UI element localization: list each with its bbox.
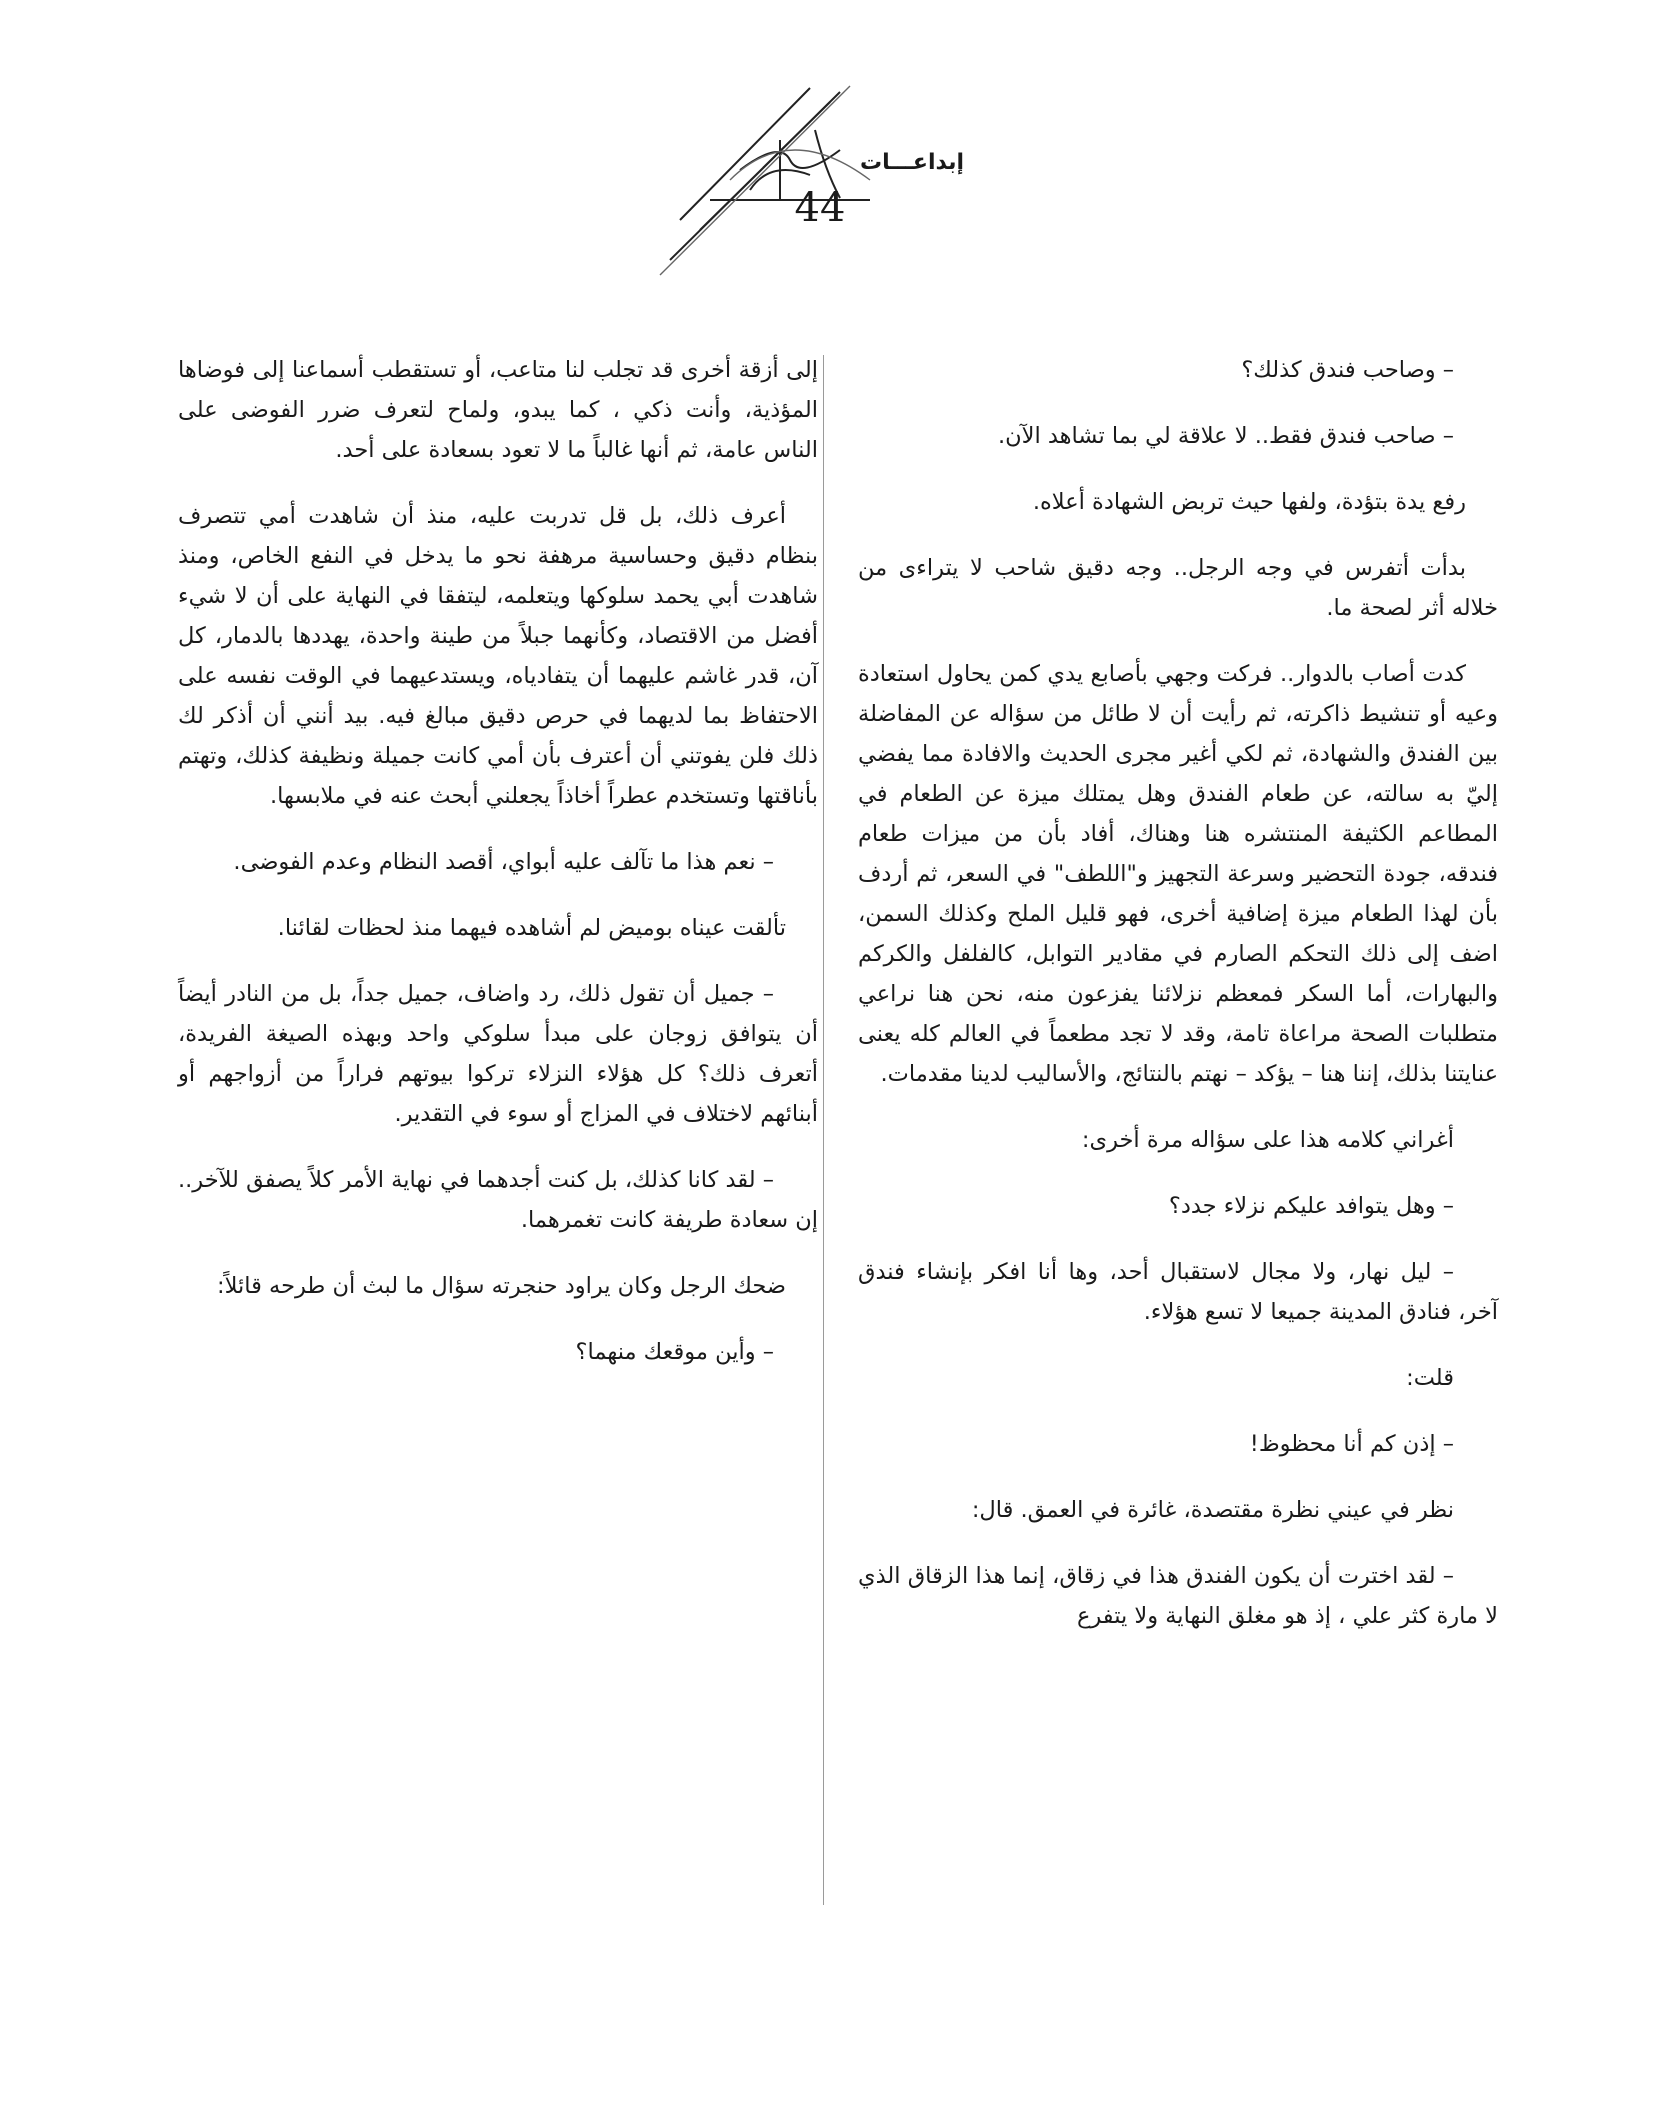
paragraph: ضحك الرجل وكان يراود حنجرته سؤال ما لبث أن طرحه قائلاً: xyxy=(217,1273,786,1299)
paragraph: – وهل يتوافد عليكم نزلاء جدد؟ xyxy=(1168,1193,1454,1219)
right-column xyxy=(858,350,1498,1662)
paragraph: قلت: xyxy=(1406,1365,1454,1391)
left-column xyxy=(178,350,818,1398)
paragraph: أعرف ذلك، بل قل تدربت عليه، منذ أن شاهدت أمي تتصرف بنظام دقيق وحساسية مرهفة نحو ما يدخل في النفع الخاص، ومنذ شاهدت أبي يحمد سلوكها ويتعلمه، ليتفقا في النهاية على أن لا شيء أفضل من الاقتصاد، وكأنهما جبلاً من طينة واحدة، يهددها بالدمار، كل آن، قدر غاشم عليهما أن يتفادياه، ويستدعيهما في الوقت نفسه على الاحتفاظ بما لديهما في حرص دقيق مبالغ فيه. بيد أنني أن أذكر لك ذلك فلن يفوتني أن أعترف بأن أمي كانت جميلة ونظيفة كذلك، وتهتم بأناقتها وتستخدم عطراً أخاذاً يجعلني أبحث عنه في ملابسها. xyxy=(178,503,818,809)
paragraph: – لقد اخترت أن يكون الفندق هذا في زقاق، إنما هذا الزقاق الذي لا مارة كثر علي ، إذ هو مغلق النهاية ولا يتفرع xyxy=(858,1563,1498,1629)
page-number: 44 xyxy=(794,185,846,231)
section-label: إبداعـــات xyxy=(860,150,965,175)
paragraph: – وأين موقعك منهما؟ xyxy=(575,1339,774,1365)
paragraph: إلى أزقة أخرى قد تجلب لنا متاعب، أو تستقطب أسماعنا إلى فوضاها المؤذية، وأنت ذكي ، كما يبدو، ولماح لتعرف ضرر الفوضى على الناس عامة، ثم أنها غالباً ما لا تعود بسعادة على أحد. xyxy=(178,357,818,463)
page-header xyxy=(0,80,1654,280)
paragraph: – إذن كم أنا محظوظ! xyxy=(1249,1431,1454,1457)
paragraph: – وصاحب فندق كذلك؟ xyxy=(1241,357,1454,383)
column-divider xyxy=(823,355,824,1905)
afkar-logo xyxy=(640,80,980,280)
paragraph: – جميل أن تقول ذلك، رد واضاف، جميل جداً، بل من النادر أيضاً أن يتوافق زوجان على مبدأ سلوكي واحد وبهذه الصيغة الفريدة، أتعرف ذلك؟ كل هؤلاء النزلاء تركوا بيوتهم فراراً من أزواجهم أو أبنائهم لاختلاف في المزاج أو سوء في التقدير. xyxy=(178,981,818,1127)
paragraph: – نعم هذا ما تآلف عليه أبواي، أقصد النظام وعدم الفوضى. xyxy=(233,849,774,875)
paragraph: كدت أصاب بالدوار.. فركت وجهي بأصابع يدي كمن يحاول استعادة وعيه أو تنشيط ذاكرته، ثم رأيت أن لا طائل من سؤاله عن المفاضلة بين الفندق والشهادة، ثم لكي أغير مجرى الحديث والافادة مما يفضي إليّ به سالته، عن طعام الفندق وهل يمتلك ميزة عن الطعام في المطاعم الكثيفة المنتشره هنا وهناك، أفاد بأن من ميزات طعام فندقه، جودة التحضير وسرعة التجهيز و"اللطف" في السعر، ثم أردف بأن لهذا الطعام ميزة إضافية أخرى، فهو قليل الملح وكذلك السمن، اضف إلى ذلك التحكم الصارم في مقادير التوابل، كالفلفل والكركم والبهارات، أما السكر فمعظم نزلائنا يفزعون منه، نحن هنا نراعي متطلبات الصحة مراعاة تامة، وقد لا تجد مطعماً في العالم كله يعنى عنايتنا بذلك، إننا هنا – يؤكد – نهتم بالنتائج، والأساليب لدينا مقدمات. xyxy=(858,661,1498,1087)
paragraph: أغراني كلامه هذا على سؤاله مرة أخرى: xyxy=(1081,1127,1454,1153)
paragraph: بدأت أتفرس في وجه الرجل.. وجه دقيق شاحب لا يتراءى من خلاله أثر لصحة ما. xyxy=(858,555,1498,621)
paragraph: نظر في عيني نظرة مقتصدة، غائرة في العمق. قال: xyxy=(971,1497,1454,1523)
paragraph: – صاحب فندق فقط.. لا علاقة لي بما تشاهد الآن. xyxy=(997,423,1454,449)
paragraph: رفع يدة بتؤدة، ولفها حيث تربض الشهادة أعلاه. xyxy=(1032,489,1466,515)
paragraph: – ليل نهار، ولا مجال لاستقبال أحد، وها أنا افكر بإنشاء فندق آخر، فنادق المدينة جميعا لا تسع هؤلاء. xyxy=(858,1259,1498,1325)
paragraph: – لقد كانا كذلك، بل كنت أجدهما في نهاية الأمر كلاً يصفق للآخر.. إن سعادة طريفة كانت تغمرهما. xyxy=(178,1167,818,1233)
paragraph: تألقت عيناه بوميض لم أشاهده فيهما منذ لحظات لقائنا. xyxy=(277,915,786,941)
